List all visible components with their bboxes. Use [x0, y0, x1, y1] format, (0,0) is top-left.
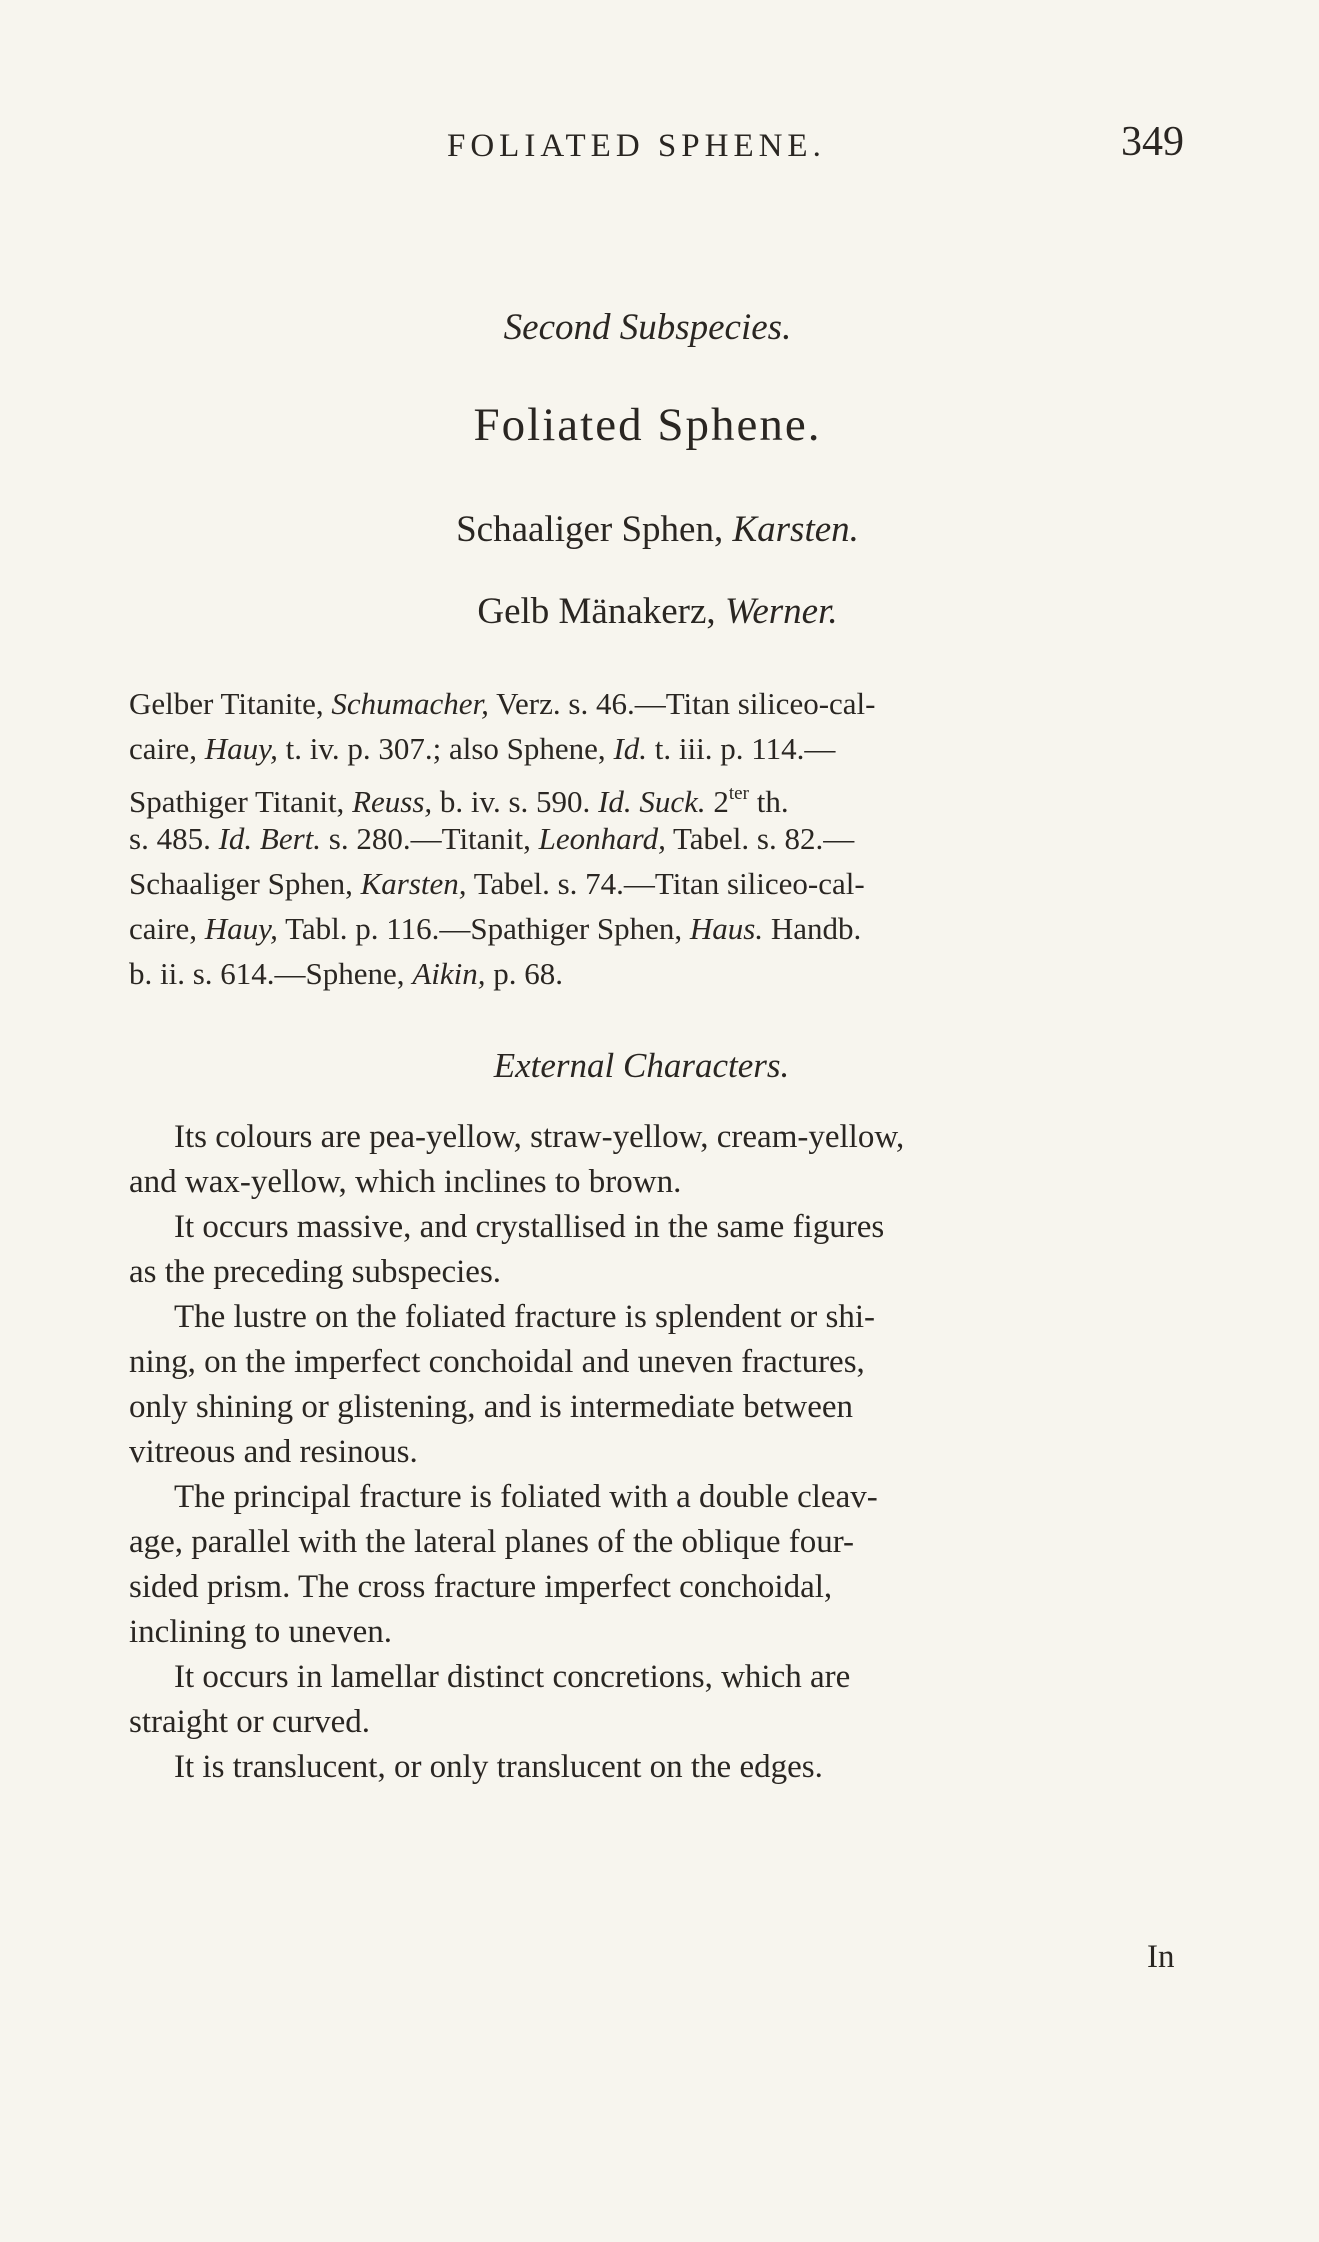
reference-line: Gelber Titanite, Schumacher, Verz. s. 46.—Titan siliceo-cal- [129, 686, 876, 721]
section-title: Foliated Sphene. [473, 399, 822, 451]
text-line: vitreous and resinous. [129, 1434, 418, 1470]
catchword: In [1147, 1939, 1175, 1975]
reference-line: Schaaliger Sphen, Karsten, Tabel. s. 74.—Titan siliceo-cal- [129, 866, 865, 901]
reference-line: b. ii. s. 614.—Sphene, Aikin, p. 68. [129, 956, 563, 991]
reference-line: caire, Hauy, Tabl. p. 116.—Spathiger Sphen, Haus. Handb. [129, 911, 862, 946]
text-line: The principal fracture is foliated with a double cleav- [174, 1479, 878, 1515]
synonym-name: Gelb Mänakerz, [477, 591, 716, 632]
references-block [129, 681, 1189, 996]
text-line: It is translucent, or only translucent on the edges. [174, 1749, 823, 1785]
text-line: only shining or glistening, and is intermediate between [129, 1389, 854, 1425]
synonym-werner [0, 590, 1317, 633]
text-line: The lustre on the foliated fracture is splendent or shi- [174, 1299, 876, 1335]
text-line: inclining to uneven. [129, 1614, 393, 1650]
reference-line: caire, Hauy, t. iv. p. 307.; also Sphene, Id. t. iii. p. 114.— [129, 731, 836, 766]
text-line: It occurs massive, and crystallised in the same figures [174, 1209, 885, 1245]
subspecies-heading: Second Subspecies. [503, 307, 792, 348]
text-line: Its colours are pea-yellow, straw-yellow, cream-yellow, [174, 1119, 905, 1155]
reference-line: Spathiger Titanit, Reuss, b. iv. s. 590. Id. Suck. $2^{ter}$ th. [129, 783, 789, 819]
page-number: 349 [1121, 119, 1184, 165]
external-characters-heading: External Characters. [493, 1046, 790, 1085]
text-line: age, parallel with the lateral planes of the oblique four- [129, 1524, 855, 1560]
synonym-author: Werner. [724, 591, 838, 632]
synonym-karsten [0, 508, 1317, 551]
text-line: sided prism. The cross fracture imperfect conchoidal, [129, 1569, 833, 1605]
text-line: It occurs in lamellar distinct concretions, which are [174, 1659, 851, 1695]
text-line: straight or curved. [129, 1704, 371, 1740]
synonym-name: Schaaliger Sphen, [456, 509, 724, 550]
external-characters-text [129, 1115, 1209, 1790]
reference-line: s. 485. Id. Bert. s. 280.—Titanit, Leonhard, Tabel. s. 82.— [129, 821, 855, 856]
running-title: FOLIATED SPHENE. [447, 128, 826, 164]
text-line: ning, on the imperfect conchoidal and uneven fractures, [129, 1344, 865, 1380]
synonym-author: Karsten. [732, 509, 859, 550]
text-line: as the preceding subspecies. [129, 1254, 502, 1290]
text-line: and wax-yellow, which inclines to brown. [129, 1164, 682, 1200]
